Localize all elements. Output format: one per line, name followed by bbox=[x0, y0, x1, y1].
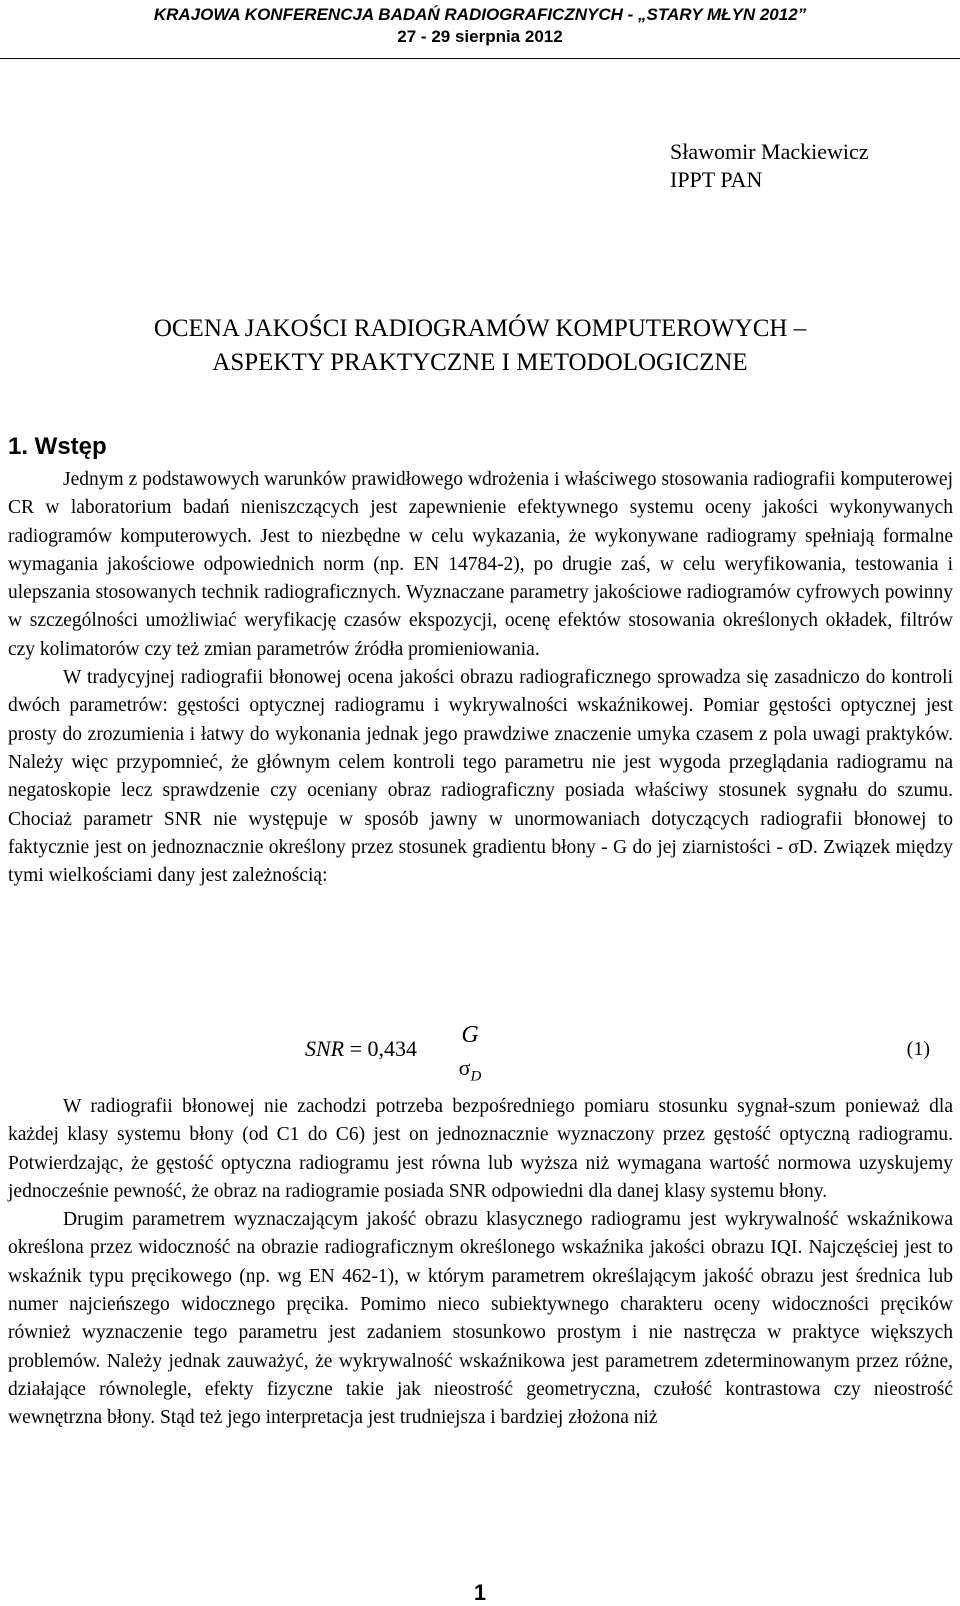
formula-fraction bbox=[450, 1022, 490, 1090]
paper-title-line-2: ASPEKTY PRAKTYCZNE I METODOLOGICZNE bbox=[212, 349, 748, 376]
paper-title-line-1: OCENA JAKOŚCI RADIOGRAMÓW KOMPUTEROWYCH – bbox=[153, 315, 807, 342]
page-number: 1 bbox=[473, 1580, 487, 1605]
paragraph: W tradycyjnej radiografii błonowej ocena jakości obrazu radiograficznego sprowadza się zasadniczo do kontroli dwóch parametrów: gęstości optycznej radiogramu i wykrywalności wskaźnikowej. Pomiar gęstości optycznej jest prosty do zrozumienia i łatwy do wykonania jednak jego prawdziwe znaczenie umyka czasem z pola uwagi praktyków. Należy więc przypomnieć, że głównym celem kontroli tego parametru nie jest wygoda przeglądania radiogramu na negatoskopie lecz sprawdzenie czy oceniany obraz radiograficzny posiada właściwy stosunek sygnału do szumu. Chociaż parametr SNR nie występuje w sposób jawny w unormowaniach dotyczących radiografii błonowej to faktycznie jest on jednoznacznie określony przez stosunek gradientu błony - G do jej ziarnistości - σD. Związek między tymi wielkościami dany jest zależnością: bbox=[8, 667, 953, 887]
formula-subscript: D bbox=[470, 1068, 482, 1085]
header-divider bbox=[0, 58, 960, 59]
formula-sigma: σ bbox=[458, 1055, 471, 1080]
author-affiliation: IPPT PAN bbox=[670, 167, 763, 192]
body-text-before-formula bbox=[8, 466, 953, 890]
paragraph: Jednym z podstawowych warunków prawidłowego wdrożenia i właściwego stosowania radiografii komputerowej CR w laboratorium badań nieniszczących jest zapewnienie efektywnego systemu oceny jakości wykonywanych radiogramów komputerowych. Jest to niezbędne w celu wykazania, że wykonywane radiogramy spełniają formalne wymagania jakościowe odpowiednich norm (np. EN 14784-2), po drugie zaś, w celu weryfikowania, testowania i ulepszania stosowanych technik radiograficznych. Wyznaczane parametry jakościowe radiogramów cyfrowych powinny w szczególności umożliwiać weryfikację czasów ekspozycji, ocenę efektów stosowania określonych okładek, filtrów czy kolimatorów czy też zmian parametrów źródła promieniowania. bbox=[8, 469, 953, 660]
body-text-after-formula bbox=[8, 1093, 953, 1433]
equation-block bbox=[0, 1022, 960, 1098]
formula-numerator: G bbox=[461, 1022, 479, 1048]
paragraph: W radiografii błonowej nie zachodzi potrzeba bezpośredniego pomiaru stosunku sygnał-szum ponieważ dla każdej klasy systemu błony (od C1 do C6) jest on jednoznacznie wyznaczony przez gęstość optyczną radiogramu. Potwierdzając, że gęstość optyczna radiogramu jest równa lub wyższa niż wymagana wartość normowa uzyskujemy jednocześnie pewność, że obraz na radiogramie posiada SNR odpowiedni dla danej klasy systemu błony. bbox=[8, 1096, 953, 1202]
snr-formula bbox=[305, 1022, 482, 1085]
author-block bbox=[670, 138, 869, 194]
conference-header bbox=[0, 4, 960, 48]
section-heading: 1. Wstęp bbox=[8, 433, 107, 460]
author-name: Sławomir Mackiewicz bbox=[670, 139, 869, 164]
formula-denominator bbox=[450, 1054, 490, 1090]
paper-title bbox=[0, 312, 960, 380]
equation-number: (1) bbox=[906, 1038, 930, 1060]
conference-dates: 27 - 29 sierpnia 2012 bbox=[397, 27, 563, 46]
paragraph: Drugim parametrem wyznaczającym jakość obrazu klasycznego radiogramu jest wykrywalność wskaźnikowa określona przez widoczność na obrazie radiograficznym określonego wskaźnika jakości obrazu IQI. Najczęściej jest to wskaźnik typu pręcikowego (np. wg EN 462-1), w którym parametrem określającym jakość obrazu jest średnica lub numer najcieńszego widocznego pręcika. Pomimo nieco subiektywnego charakteru oceny widoczności pręcików również wyznaczenie tego parametru jest zadaniem stosunkowo prostym i nie nastręcza w praktyce większych problemów. Należy jednak zauważyć, że wykrywalność wskaźnikowa jest parametrem zdeterminowanym przez różne, działające równolegle, efekty fizyczne takie jak nieostrość geometryczna, czułość kontrastowa czy nieostrość wewnętrzna błony. Stąd też jego interpretacja jest trudniejsza i bardziej złożona niż bbox=[8, 1209, 953, 1429]
formula-coefficient: = 0,434 bbox=[349, 1036, 418, 1061]
formula-lhs: SNR bbox=[305, 1036, 345, 1061]
conference-name: KRAJOWA KONFERENCJA BADAŃ RADIOGRAFICZNYCH - „STARY MŁYN 2012” bbox=[153, 5, 807, 24]
